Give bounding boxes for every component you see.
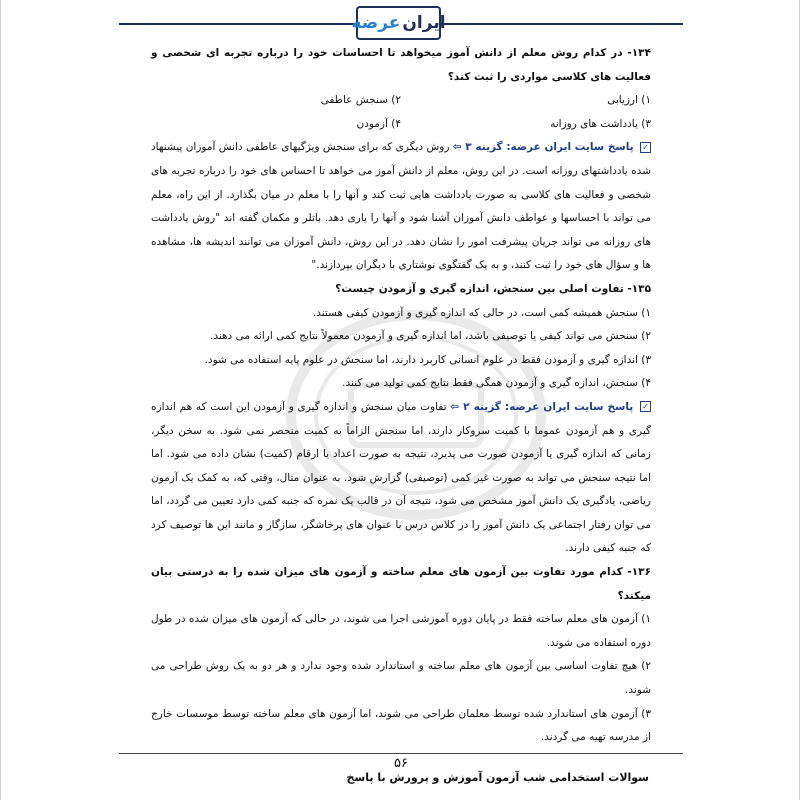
- option-135-1: ۱) سنجش همیشه کمی است، در حالی که اندازه گیری و آزمودن کیفی هستند.: [312, 306, 651, 319]
- header-rule-left: [119, 23, 355, 25]
- checkbox-icon: ✓: [640, 401, 651, 412]
- page-number: ۵۶: [394, 756, 408, 771]
- option-134-3: ۳) یادداشت های روزانه: [550, 117, 651, 130]
- answer-134-title: پاسخ سایت ایران عرضه: گزینه ۳ ⇦: [452, 141, 634, 154]
- option-136-3: ۳) آزمون های استاندارد شده توسط معلمان طراحی می شوند، اما آزمون های معلم ساخته توسط موسسات خارج از مدرسه تهیه می گردند.: [151, 707, 651, 744]
- answer-135-title: پاسخ سایت ایران عرضه: گزینه ۲ ⇦: [450, 400, 634, 413]
- answer-134: [151, 136, 651, 278]
- header-rule-right: [441, 23, 683, 25]
- site-logo: [351, 6, 446, 40]
- answer-135-body: تفاوت میان سنجش و اندازه گیری و آزمودن این است که هم اندازه گیری و هم آزمودن عموما با کمیت سروکار دارند، اما سنجش الزاماً به کمیت منحصر نمی شود. به سخن دیگر، زمانی که اندازه گیری یا آزمودن صورت می پذیرد، نتیجه به صورت اعداد یا ارقام (کمیت) نشان داده می شود. اما اما نتیجه سنجش می تواند به صورت غیر کمی (توصیفی) گزارش شود. به عنوان مثال، وقتی که، به کمک یک آزمون ریاضی، یادگیری یک دانش آموز مشخص می شود، نتیجه آن در قالب یک نمره که جنبه کمی دارد تعیین می گردد، اما می توان رفتار اجتماعی یک دانش آموز را در کلاس درس با عنوان های پرخاشگر، سازگار و مانند این ها توصیف کرد که جنبه کیفی دارند.: [151, 400, 651, 555]
- logo-text-part1: ایران: [402, 13, 446, 33]
- checkbox-icon: ✓: [640, 142, 651, 153]
- footer-rule: [119, 753, 683, 754]
- option-134-4: ۴) آزمودن: [356, 117, 401, 130]
- option-136-1: ۱) آزمون های معلم ساخته فقط در پایان دوره آموزشی اجرا می شوند، در حالی که آزمون های میزان شده در طول دوره استفاده می شوند.: [151, 613, 651, 649]
- footer-title: سوالات استخدامی شب آزمون آموزش و پرورش با پاسخ: [346, 771, 649, 784]
- answer-134-body: روش دیگری که برای سنجش ویژگیهای عاطفی دانش آموزان پیشنهاد شده یادداشتهای روزانه است. در این روش، معلم از دانش آموز می خواهد تا احساس های خود را درباره تجربه های شخصی و فعالیت های کلاسی به صورت یادداشت هایی ثبت کند و آنها را با معلم در میان بگذارد. از این راه، معلم می تواند با احساسها و عواطف دانش آموزان آشنا شود و آنها را یاری دهد. باتلر و مکمان گفته اند "روش یادداشت های روزانه می تواند جریان پیشرفت امور را نشان دهد. در این روش، دانش آموزان می توانند اندیشه ها، مشاهده ها و سؤال های خود را ثبت کنند، و به یک گفتگوی نوشتاری با دیگران بپردازند.": [151, 141, 651, 272]
- option-135-4: ۴) سنجش، اندازه گیری و آزمودن همگی فقط نتایج کمی تولید می کنند.: [342, 377, 651, 390]
- main-content: [151, 42, 651, 750]
- logo-text-part2: عرضه: [351, 13, 401, 33]
- option-135-2: ۲) سنجش می تواند کیفی یا توصیفی باشد، اما اندازه گیری و آزمودن معمولاً نتایج کمی ارائه می دهند.: [210, 330, 651, 343]
- option-135-3: ۳) اندازه گیری و آزمودن فقط در علوم انسانی کاربرد دارند، اما سنجش در علوم پایه استفاده می شود.: [204, 353, 651, 366]
- question-135: ۱۳۵- تفاوت اصلی بین سنجش، اندازه گیری و آزمودن چیست؟: [335, 282, 651, 295]
- question-136: ۱۳۶- کدام مورد تفاوت بین آزمون های معلم ساخته و آزمون های میزان شده را به درستی بیان میکند؟: [151, 566, 651, 602]
- option-134-2: ۲) سنجش عاطفی: [320, 94, 401, 107]
- options-134: [151, 89, 651, 136]
- question-134: ۱۳۴- در کدام روش معلم از دانش آموز میخواهد تا احساسات خود را درباره تجربه ای شخصی و فعالیت های کلاسی مواردی را ثبت کند؟: [151, 47, 651, 83]
- option-134-1: ۱) ارزیابی: [607, 94, 651, 107]
- option-136-2: ۲) هیچ تفاوت اساسی بین آزمون های معلم ساخته و استاندارد شده وجود ندارد و هر دو به یک روش طراحی می شوند.: [151, 660, 651, 697]
- answer-135: [151, 396, 651, 561]
